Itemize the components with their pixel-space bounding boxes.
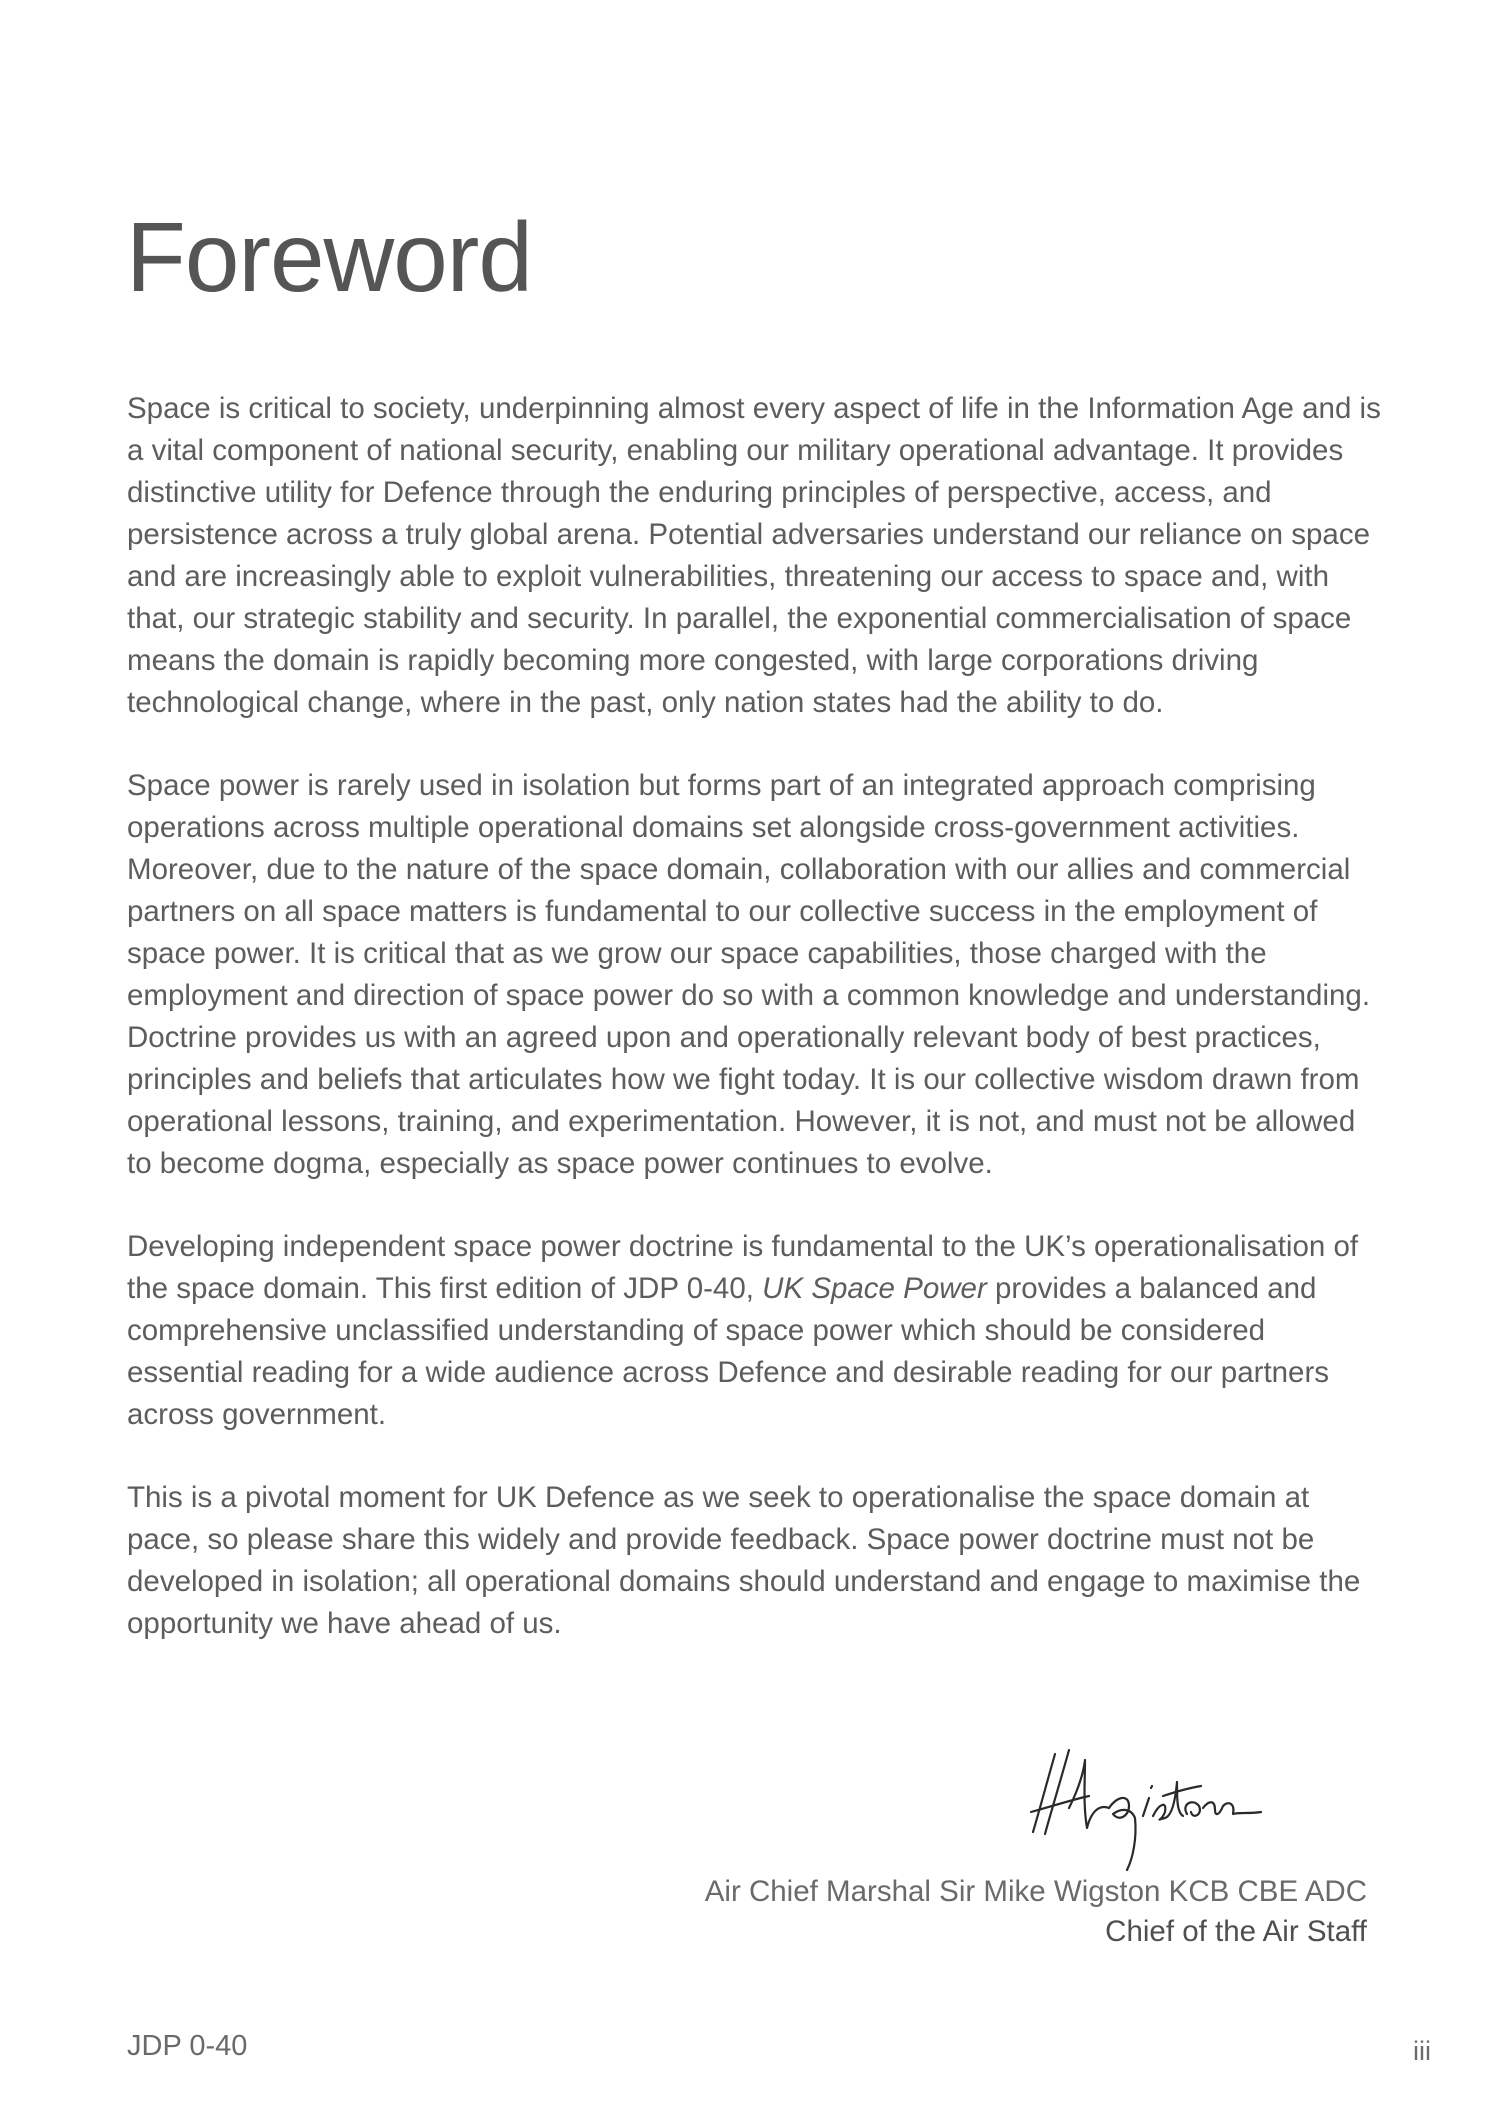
foreword-body (127, 388, 1387, 1686)
page-number: iii (1413, 2036, 1431, 2066)
signatory-role: Chief of the Air Staff (1105, 1915, 1367, 1948)
signatory-name: Air Chief Marshal Sir Mike Wigston KCB CBE ADC (704, 1875, 1367, 1908)
handwritten-signature (1025, 1742, 1275, 1872)
paragraph-3-text-before: Developing independent space power doctrine is fundamental to the UK’s operationalisation of the space domain. This first edition of JDP 0-40, (127, 1230, 1359, 1305)
signatory-block (705, 1872, 1367, 1952)
document-reference: JDP 0-40 (127, 2030, 248, 2062)
paragraph-3 (127, 1226, 1387, 1436)
page-title: Foreword (126, 202, 532, 312)
publication-title: UK Space Power (762, 1272, 987, 1305)
paragraph-4: This is a pivotal moment for UK Defence as we seek to operationalise the space domain at pace, so please share this widely and provide feedback. Space power doctrine must not be developed in isolation; all operational domains should understand and engage to maximise the opportunity we have ahead of us. (127, 1481, 1361, 1640)
paragraph-3-text-after: provides a balanced and comprehensive unclassified understanding of space power which should be considered essential reading for a wide audience across Defence and desirable reading for our partners across government. (127, 1272, 1330, 1431)
paragraph-2: Space power is rarely used in isolation but forms part of an integrated approach comprising operations across multiple operational domains set alongside cross-government activities. Moreover, due to the nature of the space domain, collaboration with our allies and commercial partners on all space matters is fundamental to our collective success in the employment of space power. It is critical that as we grow our space capabilities, those charged with the employment and direction of space power do so with a common knowledge and understanding. Doctrine provides us with an agreed upon and operationally relevant body of best practices, principles and beliefs that articulates how we fight today. It is our collective wisdom drawn from operational lessons, training, and experimentation. However, it is not, and must not be allowed to become dogma, especially as space power continues to evolve. (127, 769, 1371, 1180)
paragraph-1: Space is critical to society, underpinning almost every aspect of life in the Information Age and is a vital component of national security, enabling our military operational advantage. It provides distinctive utility for Defence through the enduring principles of perspective, access, and persistence across a truly global arena. Potential adversaries understand our reliance on space and are increasingly able to exploit vulnerabilities, threatening our access to space and, with that, our strategic stability and security. In parallel, the exponential commercialisation of space means the domain is rapidly becoming more congested, with large corporations driving technological change, where in the past, only nation states had the ability to do. (127, 392, 1381, 719)
